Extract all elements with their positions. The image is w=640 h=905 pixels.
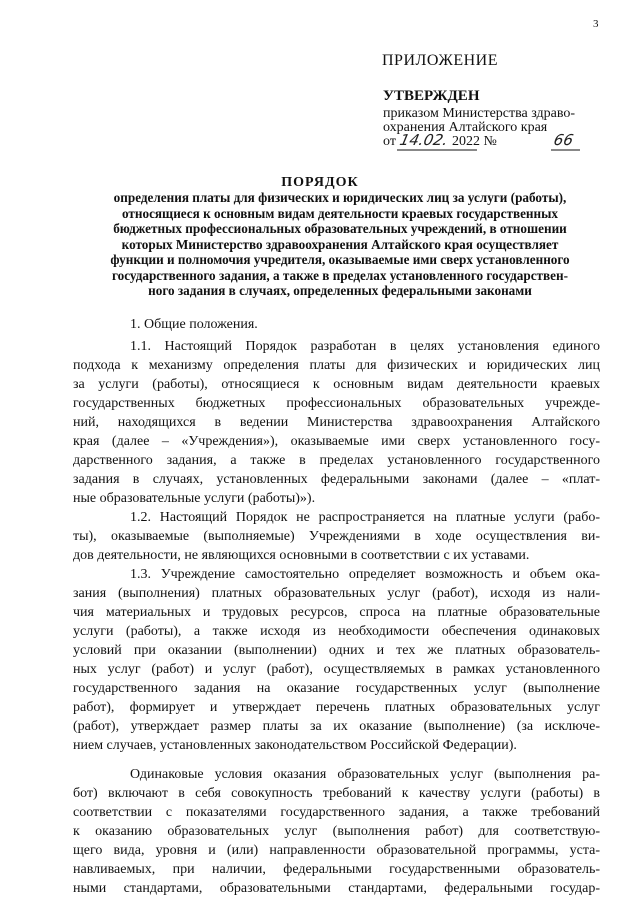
order-from-label: от [383,134,396,149]
paragraph-line: соответствии с показателями государственного задания, а также требований [73,805,600,820]
paragraph-line: навливаемых, при наличии, федеральными государственными образователь- [73,862,600,877]
paragraph-line: края (далее – «Учреждения»), оказываемые ими сверх установленного госу- [73,434,600,449]
paragraph-line: ными стандартами, образовательными стандартами, федеральными государ- [73,881,600,896]
order-date-handwritten: 14.02. [398,131,450,149]
paragraph-line: подхода к механизму определения платы для физических и юридических лиц [73,358,600,373]
approved-label: УТВЕРЖДЕН [383,88,480,104]
appendix-label: ПРИЛОЖЕНИЕ [382,52,499,69]
paragraph-line: 1.1. Настоящий Порядок разработан в целях установления единого [130,339,600,354]
subtitle-line: функции и полномочия учредителя, оказываемые ими сверх установленного [110,252,570,267]
subtitle-line: определения платы для физических и юридических лиц за услуги (работы), [113,190,567,205]
paragraph-line: (работ), утверждает размер платы за их оказание (выполнение) (за исключе- [73,719,600,734]
order-line-2: охранения Алтайского края [383,120,548,135]
document-body [73,315,600,898]
order-year-label: 2022 № [452,134,497,149]
page-number: 3 [593,18,599,30]
paragraph-line: чия материальных и трудовых ресурсов, спроса на платные образовательные [73,605,600,620]
document-title: ПОРЯДОК [281,175,359,190]
subtitle-line: ного задания в случаях, определенных федеральными законами [148,283,532,298]
paragraph-line: дов деятельности, не являющихся основными в соответствии с их уставами. [73,548,530,563]
paragraph-line: 1.2. Настоящий Порядок не распространяется на платные услуги (рабо- [130,510,600,525]
order-number-handwritten: 66 [552,131,576,149]
paragraph-line: нием случаев, установленных законодательством Российской Федерации). [73,738,517,753]
paragraph-line: ний, находящихся в ведении Министерства здравоохранения Алтайского [73,415,600,430]
paragraph-line: ные образовательные услуги (работы)»). [73,491,316,506]
paragraph-line: Одинаковые условия оказания образовательных услуг (выполнения ра- [130,767,600,782]
paragraph-line: зания (выполнения) платных образовательных услуг (работ), исходя из нали- [73,586,600,601]
paragraph-line: государственных бюджетных профессиональных образовательных учрежде- [73,396,600,411]
paragraph-line: услуги (работы), а также исходя из необходимости обеспечения одинаковых [73,624,600,639]
document-subtitle [80,190,600,299]
subtitle-line: бюджетных профессиональных образовательных учреждений, в отношении [113,221,567,236]
paragraph-line: ных услуг (работ) и услуг (работ), осуществляемых в рамках установленного [73,662,600,677]
paragraph-1-3 [73,565,600,755]
paragraph-line: бот) включают в себя совокупность требований к качеству услуги (работы) в [73,786,600,801]
paragraph-line: работ), формирует и утверждает перечень платных образовательных услуг [73,700,600,715]
paragraph-line: щего вида, уровня и (или) направленности образовательной программы, уста- [73,843,600,858]
order-line-1: приказом Министерства здраво- [383,106,576,121]
order-date-line [383,134,396,149]
paragraph-1-2 [73,508,600,565]
subtitle-line: относящиеся к основным видам деятельности краевых государственных [121,205,559,221]
paragraph-line: 1.3. Учреждение самостоятельно определяет возможность и объем ока- [130,567,600,582]
paragraph-line: задания в случаях, установленных федеральными законами (далее – «плат- [73,472,600,487]
subtitle-line: которых Министерство здравоохранения Алтайского края осуществляет [121,236,559,252]
paragraph-1-1 [73,337,600,508]
paragraph-line: дарственного задания, а также в пределах установленного государственного [73,453,600,468]
section-heading: 1. Общие положения. [130,317,258,332]
paragraph-line: к оказанию образовательных услуг (выполнения работ) для соответствую- [73,824,600,839]
paragraph-line: ты), оказываемые (выполняемые) Учреждениями в ходе осуществления ви- [73,529,600,544]
paragraph-line: за услуги (работы), относящиеся к основным видам деятельности краевых [73,377,600,392]
paragraph-equal-conditions [73,765,600,898]
paragraph-line: условий при оказании (выполнении) одних и тех же платных образователь- [73,643,600,658]
paragraph-line: государственного задания на оказание государственных услуг (выполнение [73,681,600,696]
subtitle-line: государственного задания, а также в пределах установленного государствен- [112,267,568,283]
